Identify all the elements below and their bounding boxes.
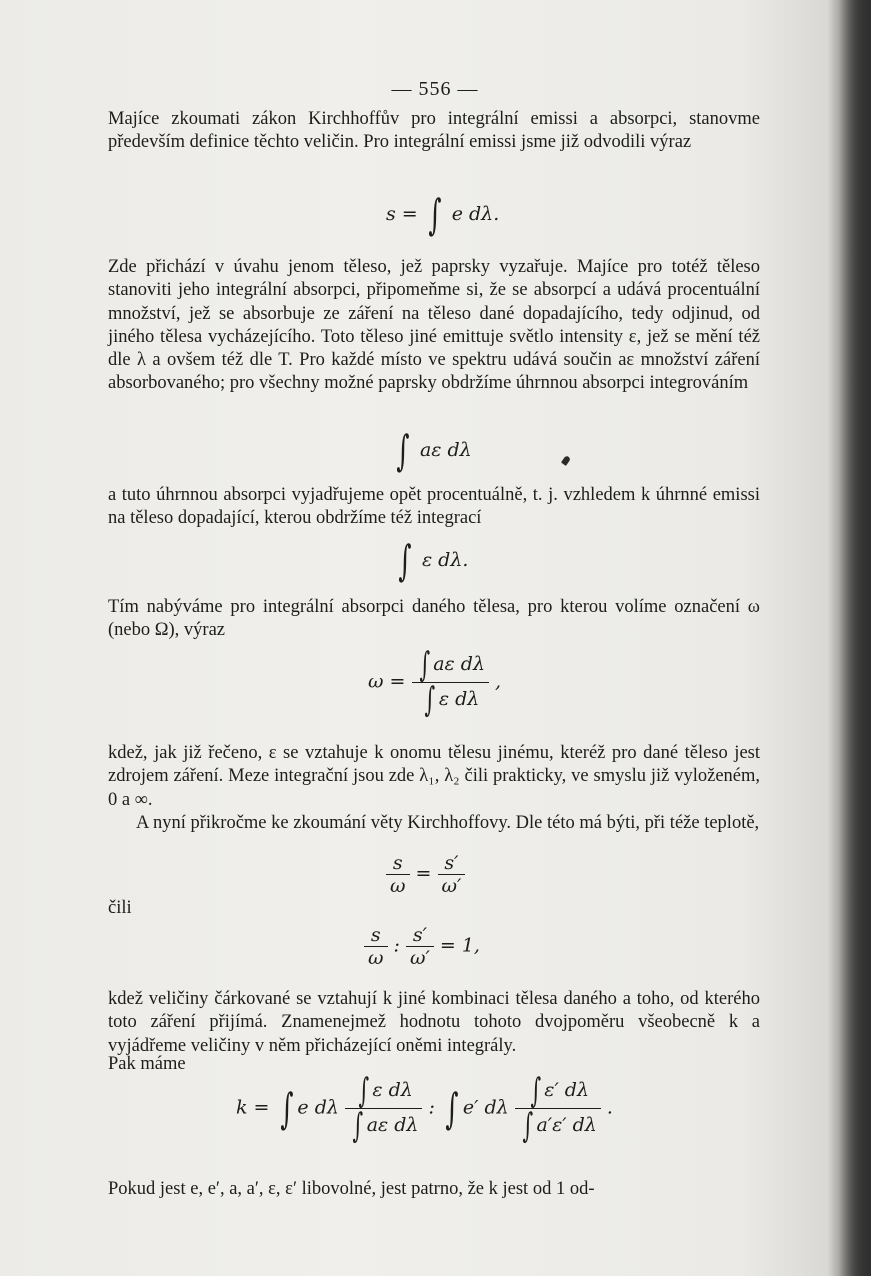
fraction-first [345, 1071, 423, 1146]
paragraph-limits: kdež, jak již řečeno, ε se vztahuje k onomu tělesu jinému, kteréž pro dané těleso jest zdrojem záření. Meze integrační jsou zde λ₁, λ₂ čili prakticky, ve smyslu již vyloženém, 0 a ∞. [108, 743, 760, 810]
page-number: — 556 — [391, 78, 479, 100]
equation-k [236, 1071, 613, 1146]
fraction-denominator: ω [386, 874, 410, 897]
integral-sign: ∫ [279, 1083, 294, 1133]
integral-sign: ∫ [358, 1071, 369, 1111]
paragraph-intro: Majíce zkoumati zákon Kirchhoffův pro integrální emissi a absorpci, stanovme především definice těchto veličin. Pro integrální emissi jsme již odvodili výraz [108, 109, 760, 153]
equals-sign: = [415, 862, 432, 885]
term-emission-primed: e′ dλ [462, 1096, 509, 1119]
equation-body: e dλ. [451, 203, 500, 225]
denominator-text: ε dλ [438, 688, 480, 710]
term-emission: e dλ [297, 1096, 339, 1119]
fraction-right [406, 924, 434, 969]
colon-sign: : [428, 1096, 435, 1119]
text-pak-mame: Pak máme [108, 1054, 186, 1074]
numerator-text: aε dλ [433, 653, 485, 675]
equation-ratio [386, 852, 465, 897]
fraction-numerator [412, 645, 490, 685]
integral-sign: ∫ [424, 680, 436, 720]
fraction-denominator [345, 1106, 423, 1146]
colon-sign: : [393, 934, 400, 957]
equation-emission-integral [394, 536, 469, 585]
book-gutter-shadow [839, 0, 871, 1276]
fraction-denominator: ω [364, 946, 388, 969]
ink-mark [561, 455, 571, 466]
equation-absorption-integral [392, 426, 472, 475]
fraction-denominator [515, 1106, 601, 1146]
equation-lhs: s = [386, 203, 418, 225]
denominator-text: aε dλ [366, 1114, 419, 1136]
integral-sign: ∫ [522, 1106, 533, 1146]
integral-sign: ∫ [396, 426, 410, 475]
fraction-denominator: ω′ [438, 874, 466, 897]
integral-sign: ∫ [419, 645, 430, 685]
equation-lhs: ω = [368, 670, 406, 693]
equation-lhs: k = [236, 1096, 270, 1119]
fraction-second [515, 1071, 601, 1146]
equation-body: ε dλ. [421, 549, 469, 571]
word-cili: čili [108, 898, 132, 918]
fraction [412, 645, 490, 720]
integral-sign: ∫ [428, 190, 442, 239]
fraction-numerator: s′ [412, 924, 427, 946]
equation-tail: . [606, 1096, 613, 1119]
fraction-left [386, 852, 410, 897]
fraction-numerator: s [370, 924, 381, 946]
equation-ratio-division [364, 924, 480, 969]
paragraph-notation: Tím nabýváme pro integrální absorpci daného tělesa, pro kterou volíme označení ω (nebo Ω), výraz [108, 597, 760, 641]
equation-tail: , [495, 670, 502, 693]
fraction-numerator [345, 1071, 423, 1111]
equation-emission [386, 190, 500, 239]
fraction-denominator: ω′ [406, 946, 434, 969]
fraction-numerator: s′ [444, 852, 459, 874]
fraction-numerator [515, 1071, 601, 1111]
numerator-text: ε′ dλ [544, 1079, 590, 1101]
numerator-text: ε dλ [372, 1079, 413, 1101]
integral-sign: ∫ [398, 536, 412, 585]
paragraph-primed: kdež veličiny čárkované se vztahují k jiné kombinaci tělesa daného a toho, od kterého toto záření přijímá. Znamenejmež hodnotu tohoto dvojpoměru všeobecně k a vyjádřeme veličiny v něm přicházející oněmi integrály. [108, 989, 760, 1056]
fraction-left [364, 924, 388, 969]
paragraph-absorption: Zde přichází v úvahu jenom těleso, jež paprsky vyzařuje. Majíce pro totéž těleso stanoviti jeho integrální absorpci, připomeňme si, že se absorpcí a udává procentuální množství, jež se absorbuje ze záření na těleso dané dopadajícího, tedy odjinud, od jiného tělesa vycházejícího. Toto těleso jiné emittuje světlo intensity ε, jež se mění též dle λ a ovšem též dle T. Pro každé místo ve spektru udává součin aε množství záření absorbovaného; pro všechny možné paprsky obdržíme úhrnnou absorpci integrováním [108, 257, 760, 394]
paragraph-conclusion: Pokud jest e, e′, a, a′, ε, ε′ libovolné, jest patrno, že k jest od 1 od- [108, 1179, 595, 1199]
integral-sign: ∫ [352, 1106, 364, 1146]
fraction-numerator: s [392, 852, 403, 874]
equation-omega [368, 645, 502, 720]
integral-sign: ∫ [530, 1071, 541, 1111]
denominator-text: a′ε′ dλ [536, 1114, 597, 1136]
integral-sign: ∫ [445, 1083, 459, 1133]
equation-body: aε dλ [419, 439, 472, 461]
paragraph-total-absorption: a tuto úhrnnou absorpci vyjadřujeme opět procentuálně, t. j. vzhledem k úhrnné emissi na těleso dopadající, kterou obdržíme též integrací [108, 485, 760, 529]
equation-tail: = 1, [439, 934, 480, 957]
fraction-denominator [412, 680, 490, 720]
paragraph-kirchhoff: A nyní přikročme ke zkoumání věty Kirchhoffovy. Dle této má býti, při téže teplotě, [136, 813, 760, 833]
fraction-right [438, 852, 466, 897]
